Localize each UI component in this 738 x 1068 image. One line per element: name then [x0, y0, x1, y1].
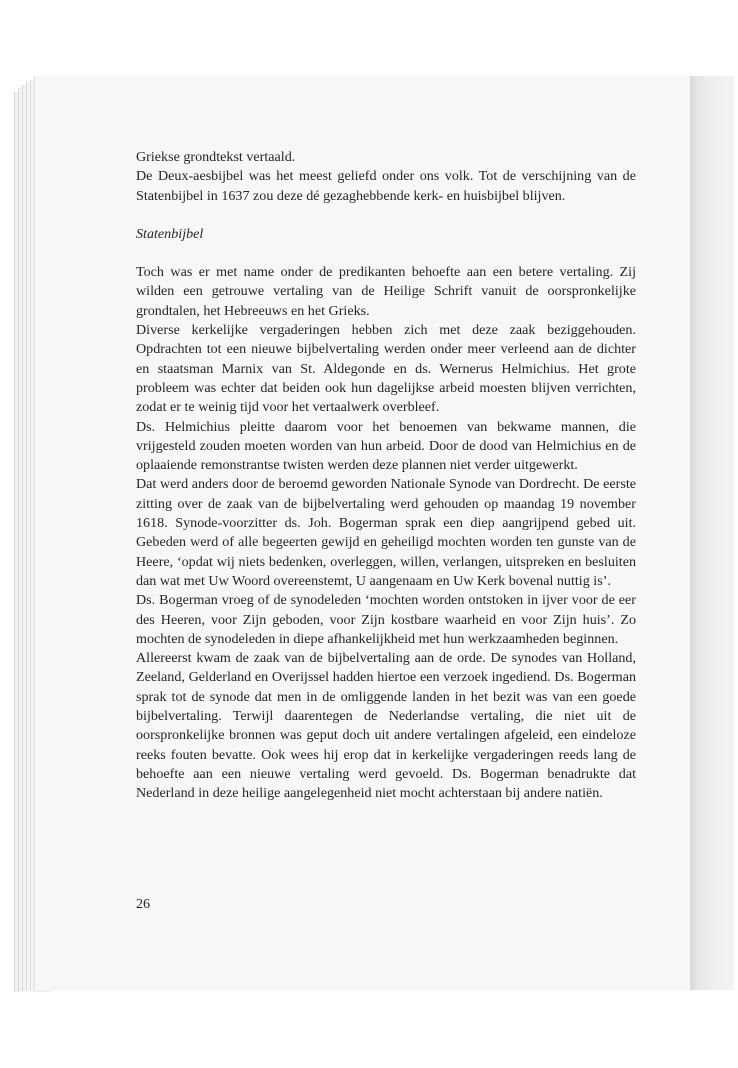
paragraph: Griekse grondtekst vertaald.: [136, 149, 296, 165]
paragraph: Ds. Helmichius pleitte daarom voor het benoemen van bekwame mannen, die vrijgesteld zouden moeten worden van hun arbeid. Door de dood van Helmichius en de oplaaiende remonstrantse twisten werden deze plannen niet verder uitgewerkt.: [136, 418, 636, 474]
paragraph: Dat werd anders door de beroemd geworden Nationale Synode van Dordrecht. De eerste zitting over de zaak van de bijbelvertaling werd gehouden op maandag 19 november 1618. Synode-voorzitter ds. Joh. Bogerman sprak een diep aangrijpend gebed uit. Gebeden werd of alle begeerten gewijd en geheiligd mochten worden ten gunste van de Heere, ‘opdat wij niets bedenken, overleggen, willen, verlangen, uitspreken en besluiten dan wat met Uw Woord overeenstemt, U aangenaam en Uw Kerk bovenal nuttig is’.: [136, 476, 636, 589]
body-text: [136, 148, 636, 804]
paragraph: De Deux-aesbijbel was het meest geliefd onder ons volk. Tot de verschijning van de Statenbijbel in 1637 zou deze dé gezaghebbende kerk- en huisbijbel blijven.: [136, 168, 636, 204]
paragraph: Diverse kerkelijke vergaderingen hebben zich met deze zaak beziggehouden. Opdrachten tot een nieuwe bijbelvertaling werden onder meer verleend aan de dichter en staatsman Marnix van St. Aldegonde en ds. Wernerus Helmichius. Het grote probleem was echter dat beiden ook hun dagelijkse arbeid moesten blijven verrichten, zodat er te weinig tijd voor het vertaalwerk overbleef.: [136, 322, 636, 416]
paragraph: Allereerst kwam de zaak van de bijbelvertaling aan de orde. De synodes van Holland, Zeeland, Gelderland en Overijssel hadden hiertoe een verzoek ingediend. Ds. Bogerman sprak tot de synode dat men in de omliggende landen in het bezit was van een goede bijbelvertaling. Terwijl daarentegen de Nederlandse vertaling, die niet uit de oorspronkelijke bronnen was geput doch uit andere vertalingen afgeleid, een eindeloze reeks fouten bevatte. Ook wees hij erop dat in kerkelijke vergaderingen reeds lang de behoefte aan een nieuwe vertaling werd gevoeld. Ds. Bogerman benadrukte dat Nederland in deze heilige aangelegenheid niet mocht achterstaan bij andere natiën.: [136, 650, 636, 802]
section-heading: Statenbijbel: [136, 225, 204, 242]
book-spine: [690, 76, 734, 990]
paragraph: Toch was er met name onder de predikanten behoefte aan een betere vertaling. Zij wilden een getrouwe vertaling van de Heilige Schrift vanuit de oorspronkelijke grondtalen, het Hebreeuws en het Grieks.: [136, 264, 636, 319]
paragraph: Ds. Bogerman vroeg of de synodeleden ‘mochten worden ontstoken in ijver voor de eer des Heeren, voor Zijn geboden, voor Zijn kostbare waarheid en voor Zijn huis’. Zo mochten de synodeleden in diepe afhankelijkheid met hun werkzaamheden beginnen.: [136, 592, 636, 647]
page-number: 26: [136, 896, 151, 912]
